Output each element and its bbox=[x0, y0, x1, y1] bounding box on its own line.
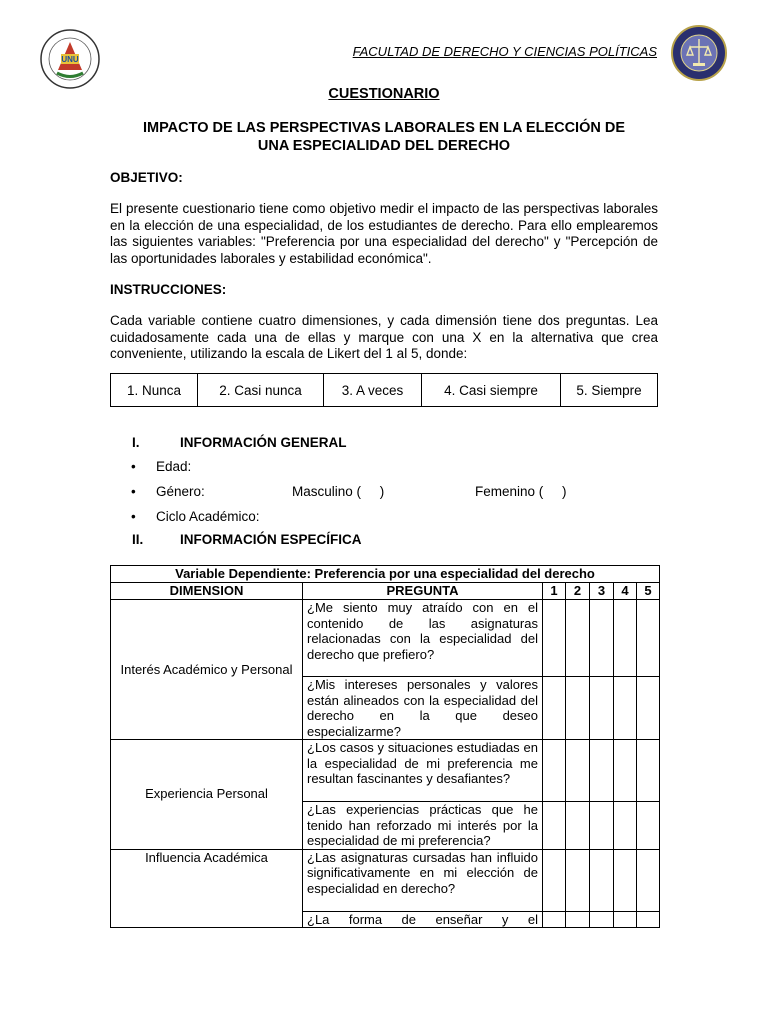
column-score-2: 2 bbox=[566, 583, 590, 600]
scale-option-2: 2. Casi nunca bbox=[198, 374, 324, 406]
answer-cell[interactable] bbox=[637, 677, 660, 740]
answer-cell[interactable] bbox=[566, 600, 590, 677]
answer-cell[interactable] bbox=[614, 849, 637, 911]
scale-option-4: 4. Casi siempre bbox=[422, 374, 561, 406]
answer-cell[interactable] bbox=[614, 911, 637, 928]
variable-title: Variable Dependiente: Preferencia por una especialidad del derecho bbox=[111, 566, 660, 583]
table-row bbox=[111, 849, 660, 911]
scale-option-5: 5. Siempre bbox=[576, 382, 642, 398]
answer-cell[interactable] bbox=[614, 677, 637, 740]
question-cell: ¿Me siento muy atraído con en el contenido de las asignaturas relacionadas con la especialidad del derecho que prefiero? bbox=[303, 600, 543, 677]
answer-cell[interactable] bbox=[637, 849, 660, 911]
bullet-icon: • bbox=[131, 459, 136, 474]
document-subtitle bbox=[110, 119, 658, 155]
answer-cell[interactable] bbox=[566, 849, 590, 911]
column-question: PREGUNTA bbox=[303, 583, 543, 600]
answer-cell[interactable] bbox=[590, 849, 614, 911]
answer-cell[interactable] bbox=[566, 677, 590, 740]
column-score-4: 4 bbox=[614, 583, 637, 600]
answer-cell[interactable] bbox=[614, 600, 637, 677]
objective-heading: OBJETIVO: bbox=[110, 170, 183, 185]
university-logo bbox=[40, 26, 100, 92]
scale-option-1: 1. Nunca bbox=[111, 374, 198, 406]
answer-cell[interactable] bbox=[543, 600, 566, 677]
column-score-3: 3 bbox=[590, 583, 614, 600]
bullet-icon: • bbox=[131, 484, 136, 499]
instructions-heading: INSTRUCCIONES: bbox=[110, 282, 227, 297]
university-logo-letters: UNU bbox=[61, 55, 79, 64]
answer-cell[interactable] bbox=[543, 802, 566, 850]
question-cell: ¿Los casos y situaciones estudiadas en la especialidad de mi preferencia me resultan fascinantes y desafiantes? bbox=[303, 740, 543, 802]
question-cell: ¿La forma de enseñar y el bbox=[303, 911, 543, 928]
male-option[interactable]: Masculino ( ) bbox=[292, 484, 385, 499]
question-cell: ¿Mis intereses personales y valores están alineados con la especialidad del derecho en la que deseo especializarme? bbox=[303, 677, 543, 740]
answer-cell[interactable] bbox=[543, 849, 566, 911]
likert-scale-table bbox=[110, 373, 658, 407]
answer-cell[interactable] bbox=[590, 600, 614, 677]
answer-cell[interactable] bbox=[590, 802, 614, 850]
answer-cell[interactable] bbox=[637, 802, 660, 850]
answer-cell[interactable] bbox=[614, 802, 637, 850]
column-score-1: 1 bbox=[543, 583, 566, 600]
academic-cycle-label: Ciclo Académico: bbox=[156, 509, 260, 524]
gender-label: Género: bbox=[156, 484, 205, 499]
answer-cell[interactable] bbox=[590, 740, 614, 802]
age-label: Edad: bbox=[156, 459, 192, 474]
table-row bbox=[111, 740, 660, 802]
dimension-cell: Interés Académico y Personal bbox=[111, 600, 303, 740]
answer-cell[interactable] bbox=[543, 677, 566, 740]
scale-option-3: 3. A veces bbox=[324, 374, 422, 406]
faculty-seal-logo bbox=[671, 25, 727, 81]
section-2-number: II. bbox=[132, 532, 144, 547]
answer-cell[interactable] bbox=[590, 911, 614, 928]
dimension-cell: Influencia Académica bbox=[111, 849, 303, 928]
section-1-number: I. bbox=[132, 435, 140, 450]
answer-cell[interactable] bbox=[543, 911, 566, 928]
faculty-header: FACULTAD DE DERECHO Y CIENCIAS POLÍTICAS bbox=[352, 44, 657, 59]
objective-text: El presente cuestionario tiene como objetivo medir el impacto de las perspectivas laborales en la elección de una especialidad, de los estudiantes de derecho. Para ello emplearemos las siguientes variables: "Preferencia por una especialidad del derecho" y "Percepción de las oportunidades laborales y estabilidad económica". bbox=[110, 201, 658, 266]
answer-cell[interactable] bbox=[637, 911, 660, 928]
answer-cell[interactable] bbox=[637, 600, 660, 677]
answer-cell[interactable] bbox=[614, 740, 637, 802]
answer-cell[interactable] bbox=[566, 740, 590, 802]
subtitle-line-2: UNA ESPECIALIDAD DEL DERECHO bbox=[257, 138, 511, 154]
section-2-heading: INFORMACIÓN ESPECÍFICA bbox=[180, 532, 362, 547]
column-dimension: DIMENSION bbox=[111, 583, 303, 600]
answer-cell[interactable] bbox=[637, 740, 660, 802]
dimension-cell: Experiencia Personal bbox=[111, 740, 303, 850]
question-cell: ¿Las experiencias prácticas que he tenido han reforzado mi interés por la especialidad de mi preferencia? bbox=[303, 802, 543, 850]
answer-cell[interactable] bbox=[543, 740, 566, 802]
answer-cell[interactable] bbox=[566, 802, 590, 850]
instructions-text: Cada variable contiene cuatro dimensiones, y cada dimensión tiene dos preguntas. Lea cuidadosamente cada una de ellas y marque con una X en la alternativa que crea conveniente, utilizando la escala de Likert del 1 al 5, donde: bbox=[110, 313, 658, 361]
document-title: CUESTIONARIO bbox=[328, 86, 440, 102]
bullet-icon: • bbox=[131, 509, 136, 524]
answer-cell[interactable] bbox=[590, 677, 614, 740]
table-row bbox=[111, 600, 660, 677]
subtitle-line-1: IMPACTO DE LAS PERSPECTIVAS LABORALES EN LA ELECCIÓN DE bbox=[142, 120, 626, 136]
answer-cell[interactable] bbox=[566, 911, 590, 928]
question-cell: ¿Las asignaturas cursadas han influido significativamente en mi elección de especialidad en derecho? bbox=[303, 849, 543, 911]
female-option[interactable]: Femenino ( ) bbox=[475, 484, 567, 499]
column-score-5: 5 bbox=[637, 583, 660, 600]
section-1-heading: INFORMACIÓN GENERAL bbox=[180, 435, 347, 450]
questionnaire-table bbox=[110, 565, 660, 928]
